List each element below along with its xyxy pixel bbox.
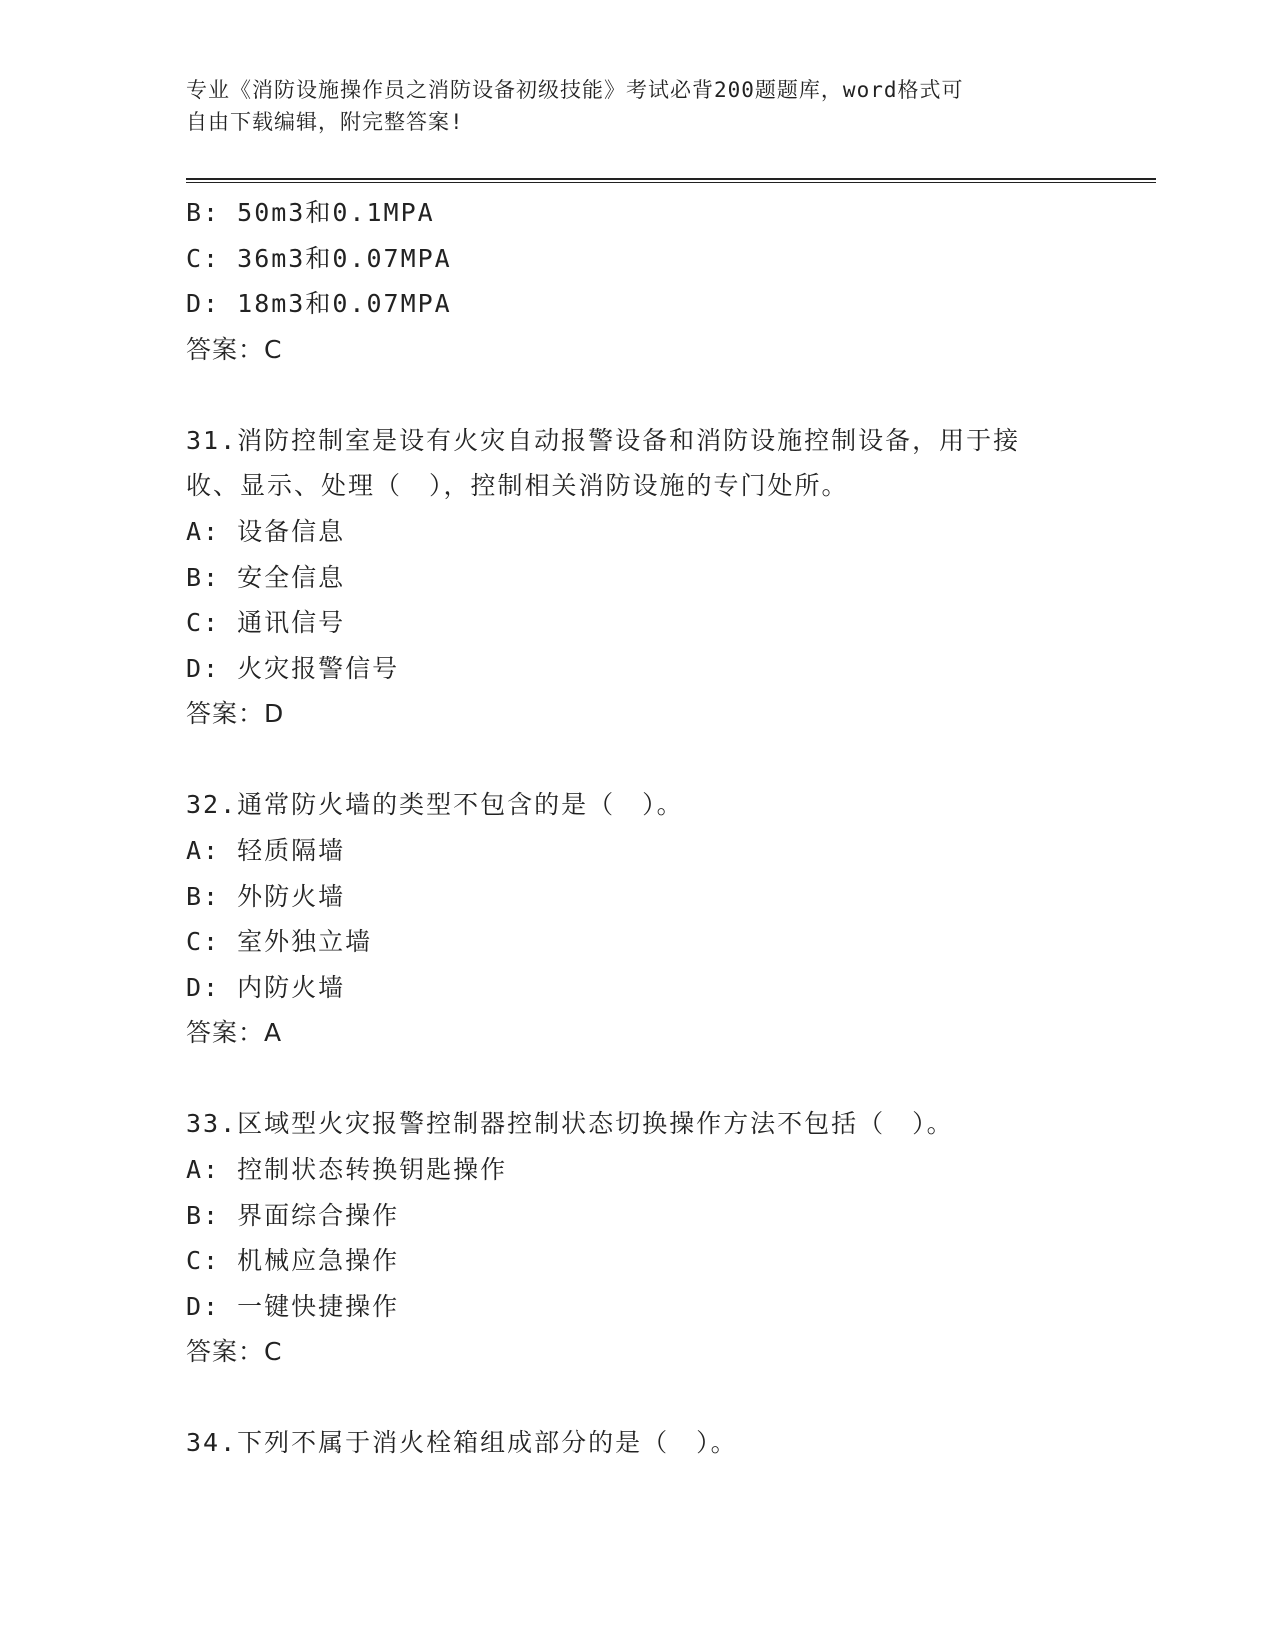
question-31 xyxy=(186,418,1156,738)
option-d: D: 火灾报警信号 xyxy=(186,653,400,683)
option-d: D: 18m3和0.07MPA xyxy=(186,289,452,319)
option-a: A: 设备信息 xyxy=(186,516,346,546)
answer-line: 答案：C xyxy=(186,334,283,364)
document-header xyxy=(186,74,1066,138)
spacer xyxy=(186,1056,1156,1101)
spacer xyxy=(186,373,1156,418)
option-c: C: 通讯信号 xyxy=(186,608,346,638)
question-title: 34.下列不属于消火栓箱组成部分的是（ ）。 xyxy=(186,1428,738,1458)
answer-line: 答案：C xyxy=(186,1337,283,1367)
question-title: 33.区域型火灾报警控制器控制状态切换操作方法不包括（ ）。 xyxy=(186,1109,954,1139)
option-d: D: 内防火墙 xyxy=(186,972,346,1002)
option-b: B: 界面综合操作 xyxy=(186,1200,400,1230)
question-title-cont: 收、显示、处理（ ），控制相关消防设施的专门处所。 xyxy=(186,471,849,501)
spacer xyxy=(186,1375,1156,1420)
question-30-tail xyxy=(186,190,1156,373)
answer-line: 答案：D xyxy=(186,699,285,729)
spacer xyxy=(186,737,1156,782)
option-b: B: 安全信息 xyxy=(186,562,346,592)
option-b: B: 外防火墙 xyxy=(186,881,346,911)
answer-line: 答案：A xyxy=(186,1018,283,1048)
option-a: A: 轻质隔墙 xyxy=(186,835,346,865)
option-a: A: 控制状态转换钥匙操作 xyxy=(186,1154,508,1184)
option-b: B: 50m3和0.1MPA xyxy=(186,198,435,227)
question-34 xyxy=(186,1420,1156,1466)
header-divider xyxy=(186,178,1156,183)
option-c: C: 机械应急操作 xyxy=(186,1246,400,1276)
option-c: C: 室外独立墙 xyxy=(186,927,373,957)
question-list xyxy=(186,190,1156,1466)
question-32 xyxy=(186,782,1156,1056)
question-title: 31.消防控制室是设有火灾自动报警设备和消防设施控制设备，用于接 xyxy=(186,425,1021,455)
option-c: C: 36m3和0.07MPA xyxy=(186,243,452,273)
header-line-2: 自由下载编辑，附完整答案! xyxy=(186,110,464,134)
option-d: D: 一键快捷操作 xyxy=(186,1291,400,1321)
question-33 xyxy=(186,1101,1156,1375)
header-line-1: 专业《消防设施操作员之消防设备初级技能》考试必背200题题库，word格式可 xyxy=(186,78,964,102)
question-title: 32.通常防火墙的类型不包含的是（ ）。 xyxy=(186,790,684,820)
